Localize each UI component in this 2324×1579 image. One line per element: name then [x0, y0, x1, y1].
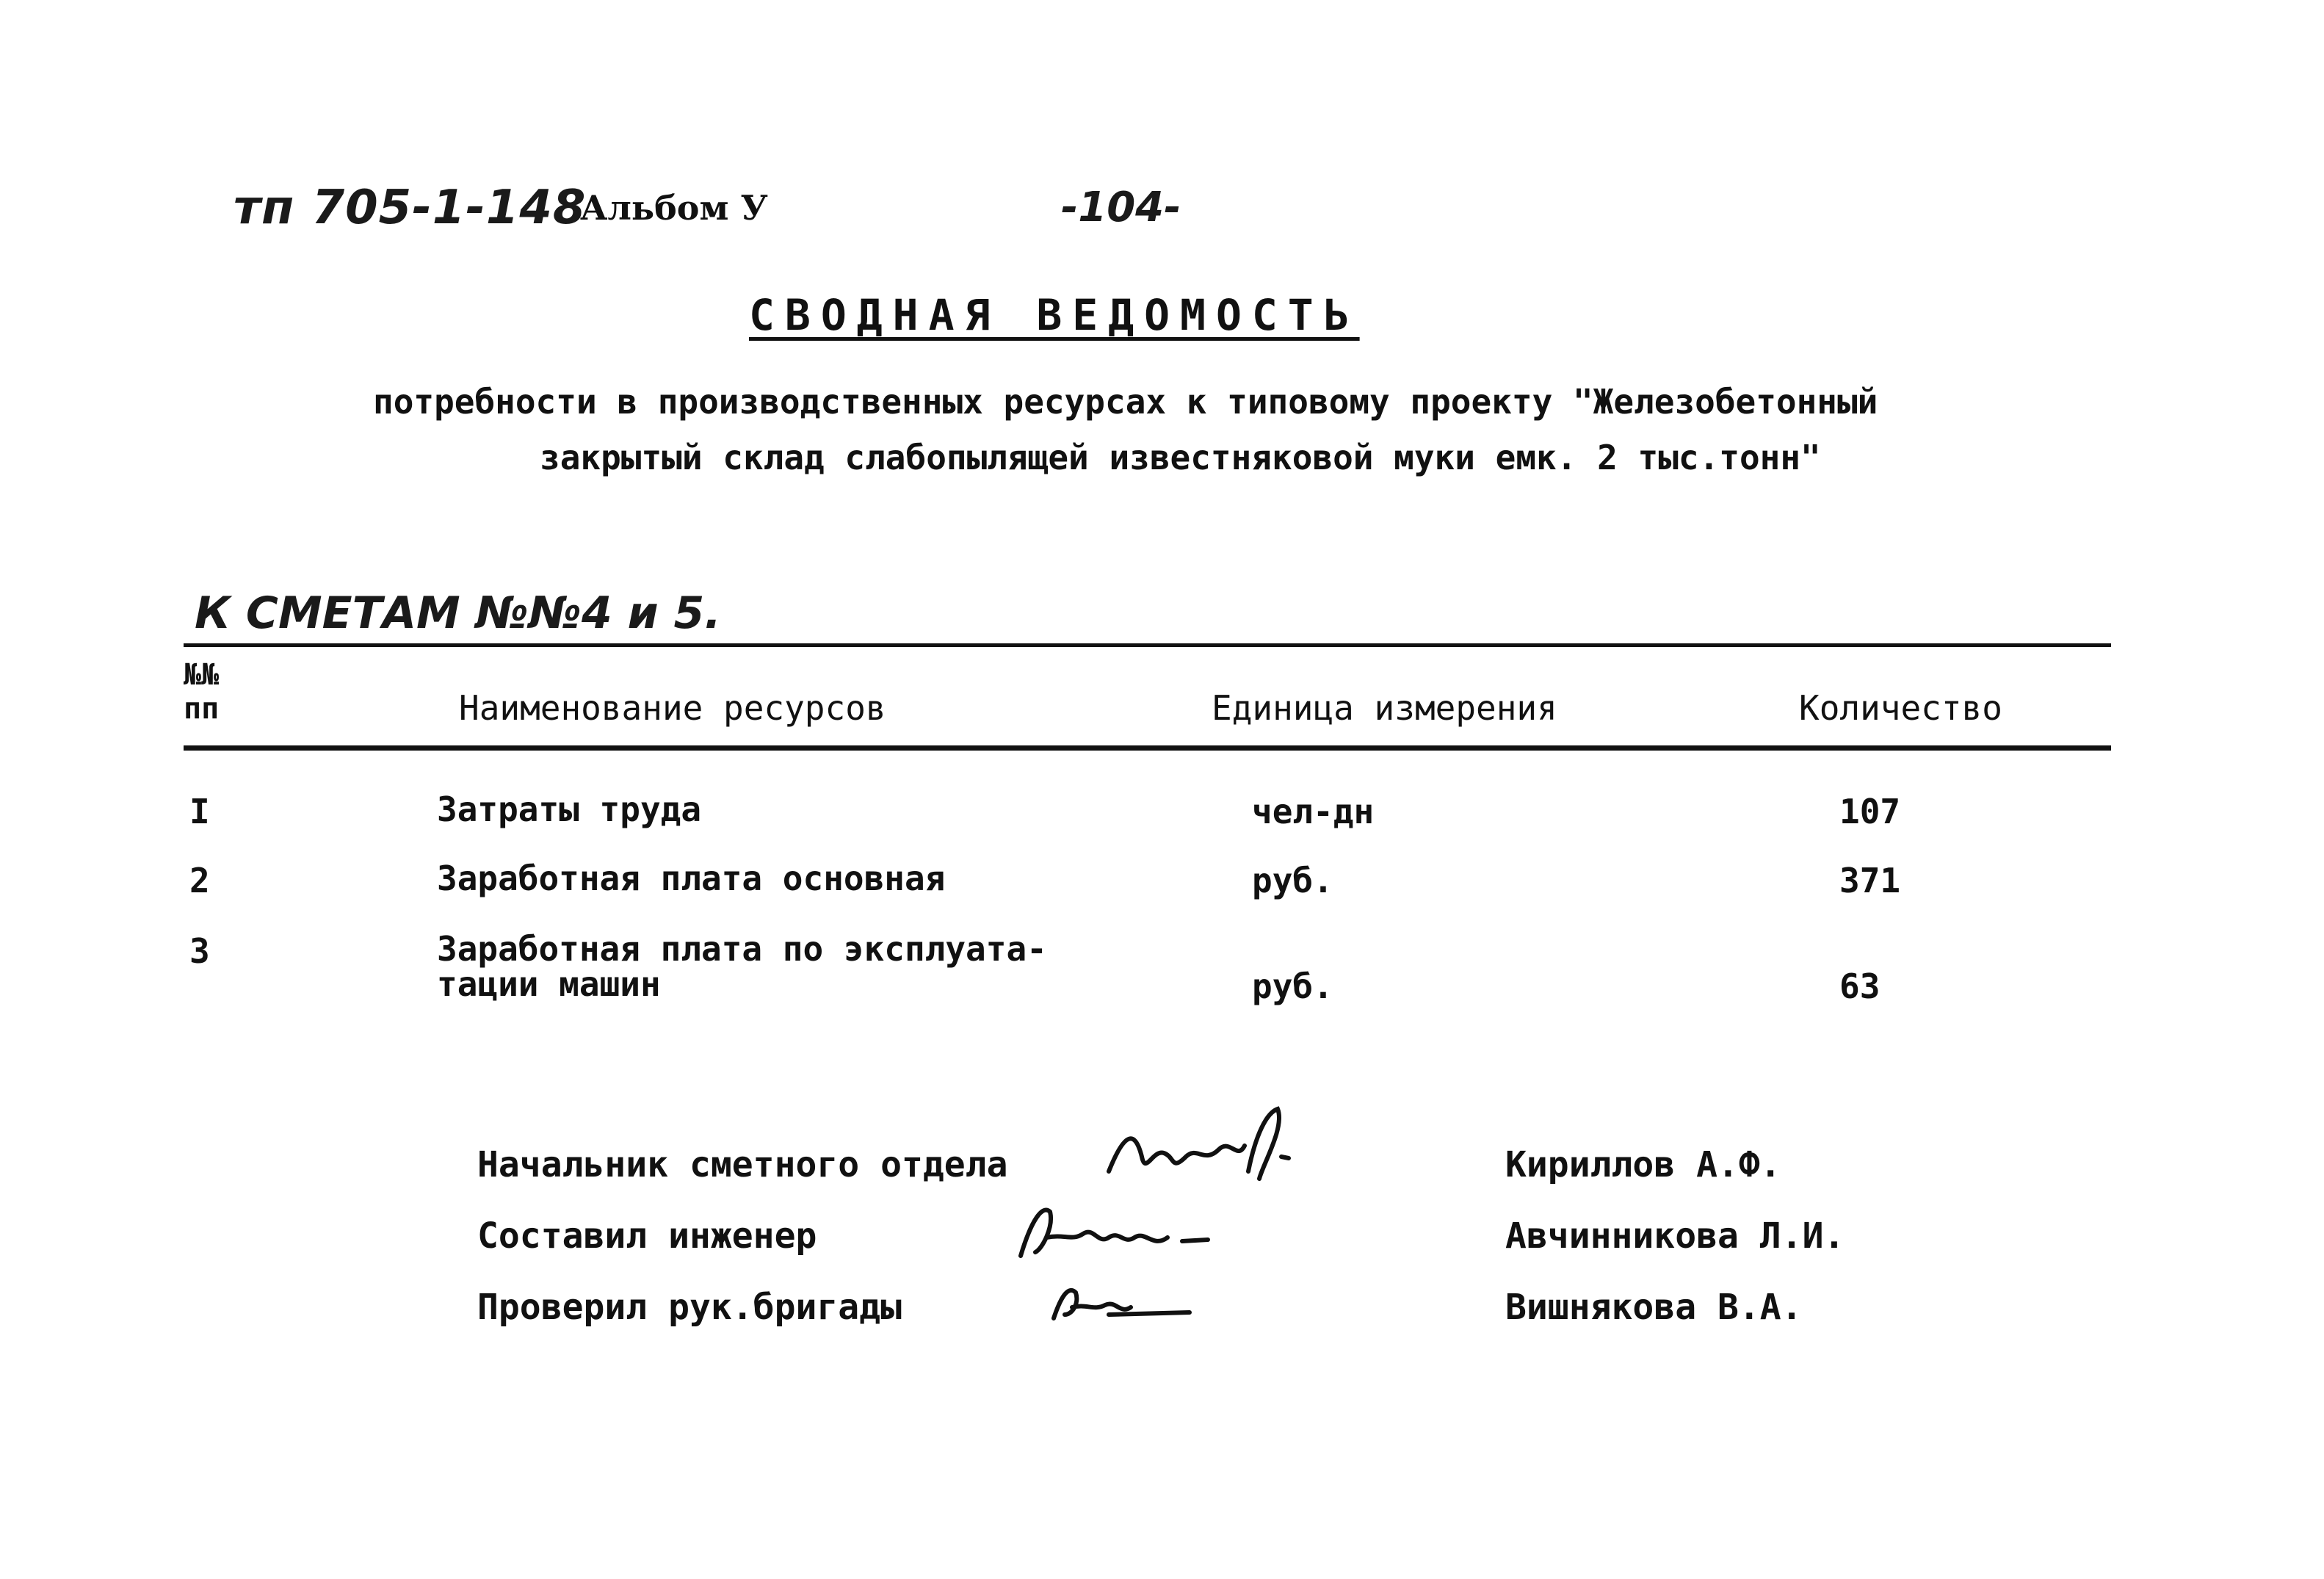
- row-1-unit: чел-дн: [1252, 792, 1375, 831]
- row-1-quantity: 107: [1839, 792, 1901, 831]
- row-3-quantity: 63: [1839, 966, 1880, 1006]
- signature-name-3: Вишнякова В.А.: [1505, 1287, 1803, 1328]
- table-top-rule: [184, 643, 2111, 647]
- column-header-name: Наименование ресурсов: [459, 688, 886, 728]
- doc-reference: тп 705-1-148: [234, 181, 587, 235]
- document-title: СВОДНАЯ ВЕДОМОСТЬ: [749, 290, 1360, 340]
- row-2-num: 2: [189, 861, 210, 900]
- column-header-num: №№ пп: [184, 658, 220, 726]
- row-2-name: Заработная плата основная: [437, 859, 946, 898]
- album-label: Альбом У: [580, 188, 768, 228]
- column-header-quantity: Количество: [1799, 688, 2002, 728]
- row-2-quantity: 371: [1839, 861, 1901, 900]
- page-number: -104-: [1061, 184, 1181, 231]
- subtitle-line-1: потребности в производственных ресурсах к типовому проекту "Железобетонный: [373, 382, 1878, 422]
- column-header-unit: Единица измерения: [1212, 688, 1557, 728]
- row-3-unit: руб.: [1252, 966, 1333, 1006]
- signature-role-2: Составил инженер: [477, 1215, 817, 1257]
- row-1-name: Затраты труда: [437, 790, 702, 829]
- signature-role-1: Начальник сметного отдела: [477, 1144, 1008, 1185]
- signature-mark-2: [1013, 1197, 1226, 1271]
- row-3-name-line-1: Заработная плата по эксплуата-: [437, 929, 1047, 969]
- signature-name-1: Кириллов А.Ф.: [1505, 1144, 1781, 1185]
- row-3-num: 3: [189, 931, 210, 971]
- signature-name-2: Авчинникова Л.И.: [1505, 1215, 1845, 1257]
- signature-mark-1: [1101, 1105, 1307, 1193]
- estimates-note: К СМЕТАМ №№4 и 5.: [195, 588, 722, 639]
- row-3-name-line-2: тации машин: [437, 964, 661, 1004]
- signature-role-3: Проверил рук.бригады: [477, 1287, 902, 1328]
- subtitle-line-2: закрытый склад слабопылящей известняковой муки емк. 2 тыс.тонн": [540, 438, 1821, 477]
- table-header-rule: [184, 745, 2111, 751]
- row-1-num: I: [189, 792, 210, 831]
- row-2-unit: руб.: [1252, 861, 1333, 900]
- signature-mark-3: [1043, 1274, 1204, 1333]
